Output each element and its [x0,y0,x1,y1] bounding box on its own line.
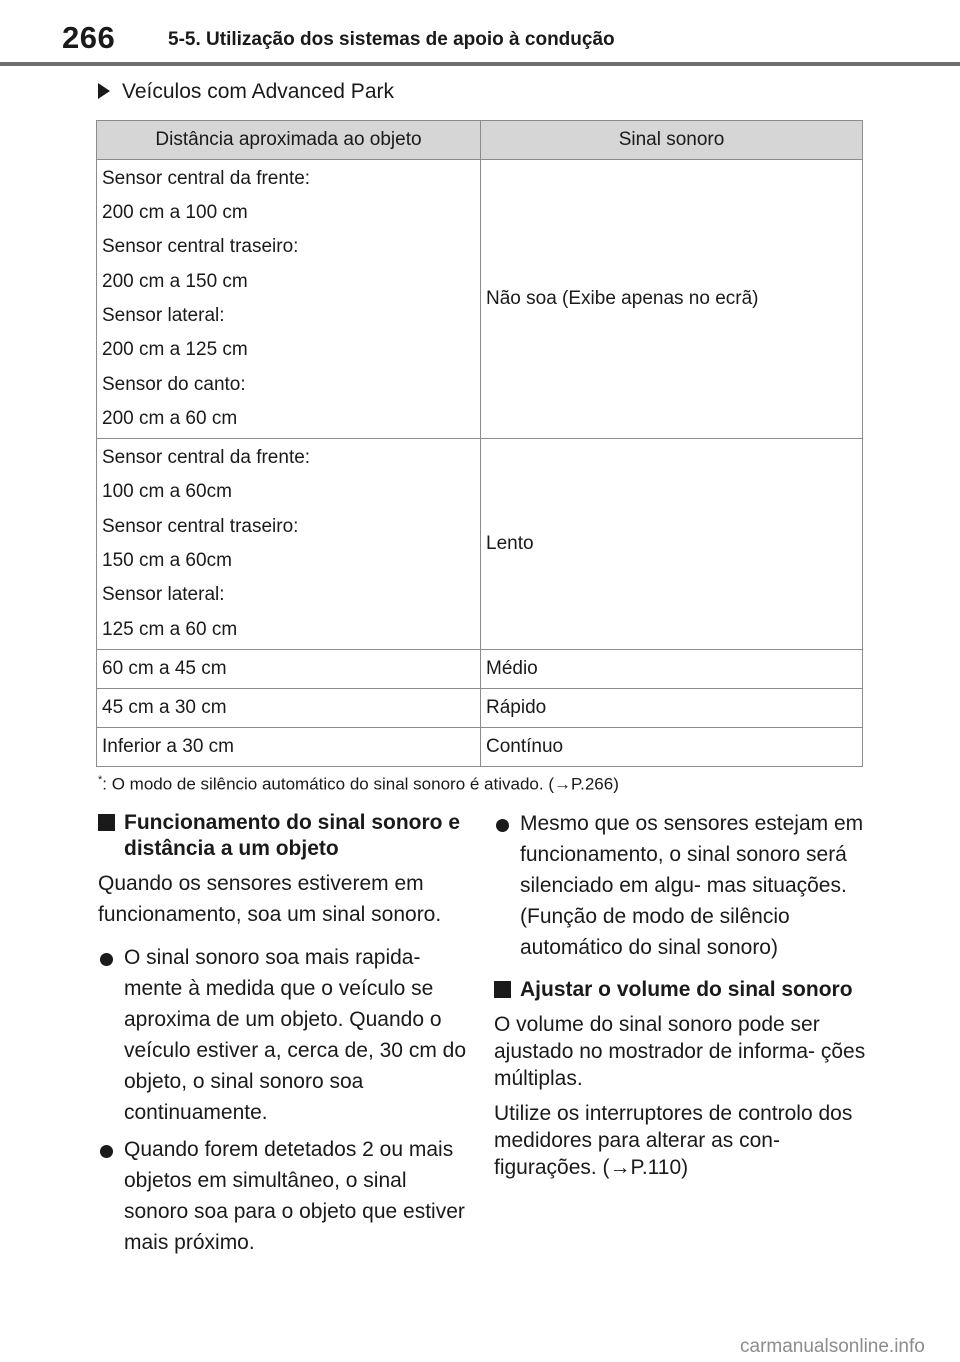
paragraph: Utilize os interruptores de controlo dos medidores para alterar as con- figurações. (→P.110) [494,1102,853,1179]
round-bullet-icon [496,819,509,832]
section-heading [494,977,866,1003]
table-row [97,689,863,728]
cell-line: Sensor do canto: [102,373,246,395]
vehicle-variant-heading [98,80,394,104]
distance-cell [97,439,481,650]
right-column [494,808,866,1181]
cell-line: Sensor central traseiro: [102,236,299,258]
table-footnote [98,774,619,795]
table-row [97,439,863,650]
signal-cell: Lento [481,439,863,650]
distance-cell [97,160,481,439]
bullet-text: Mesmo que os sensores estejam em funcionamento, o sinal sonoro será silenciado em algu- mas situações.(Função de modo de silêncio automático do sinal sonoro) [520,812,864,959]
cell-line: 150 cm a 60cm [102,550,232,571]
bullet-text: O sinal sonoro soa mais rapida- mente à medida que o veículo se aproxima de um objeto. Quando o veículo estiver a, cerca de, 30 cm do objeto, o sinal sonoro soa continuamente. [124,946,466,1124]
triangle-bullet-icon [98,83,110,99]
distance-cell: Inferior a 30 cm [97,728,481,767]
section-heading-text: Ajustar o volume do sinal sonoro [520,978,853,1001]
cell-line: Sensor central traseiro: [102,515,299,537]
table-header-row [97,121,863,160]
signal-cell: Não soa (Exibe apenas no ecrã) [481,160,863,439]
header-divider [0,62,960,66]
paragraph: O volume do sinal sonoro pode ser ajustado no mostrador de informa- ções múltiplas. [494,1013,866,1090]
footnote-text: : O modo de silêncio automático do sinal sonoro é ativado. (→P.266) [102,774,619,794]
table-row [97,650,863,689]
section-title: 5-5. Utilização dos sistemas de apoio à condução [168,29,615,50]
table-row [97,160,863,439]
section-heading-text: Funcionamento do sinal sonoro e distância a um objeto [124,811,461,860]
cell-line: Sensor lateral: [102,305,225,326]
cell-line: 125 cm a 60 cm [102,618,238,640]
column-header-distance: Distância aproximada ao objeto [97,121,481,160]
section-heading [98,810,468,862]
cell-line: 200 cm a 100 cm [102,202,248,224]
signal-cell: Médio [481,650,863,689]
buzzer-distance-table [96,120,863,767]
distance-cell: 60 cm a 45 cm [97,650,481,689]
cell-line: 100 cm a 60cm [102,481,232,503]
round-bullet-icon [100,1145,113,1158]
paragraph: Quando os sensores estiverem em funcionamento, soa um sinal sonoro. [98,872,442,926]
signal-cell: Rápido [481,689,863,728]
bullet-item [98,1134,468,1258]
cell-line: 200 cm a 60 cm [102,407,238,429]
bullet-text: Quando forem detetados 2 ou mais objetos em simultâneo, o sinal sonoro soa para o objeto que estiver mais próximo. [124,1138,465,1254]
left-column [98,808,468,1258]
signal-cell: Contínuo [481,728,863,767]
table-row [97,728,863,767]
round-bullet-icon [100,953,113,966]
cell-line: 200 cm a 125 cm [102,339,248,361]
cell-line: 200 cm a 150 cm [102,270,248,292]
distance-cell: 45 cm a 30 cm [97,689,481,728]
vehicle-variant-label: Veículos com Advanced Park [122,80,394,103]
cell-line: Sensor lateral: [102,584,225,606]
bullet-item [494,808,866,963]
column-header-signal: Sinal sonoro [481,121,863,160]
bullet-item [98,942,468,1128]
page-number: 266 [62,20,116,55]
cell-line: Sensor central da frente: [102,167,311,189]
square-bullet-icon [494,981,511,998]
cell-line: Sensor central da frente: [102,447,311,469]
watermark: carmanualsonline.info [740,1336,925,1357]
page-header [0,0,960,68]
footnote-mark: * [98,774,103,786]
square-bullet-icon [98,814,115,831]
